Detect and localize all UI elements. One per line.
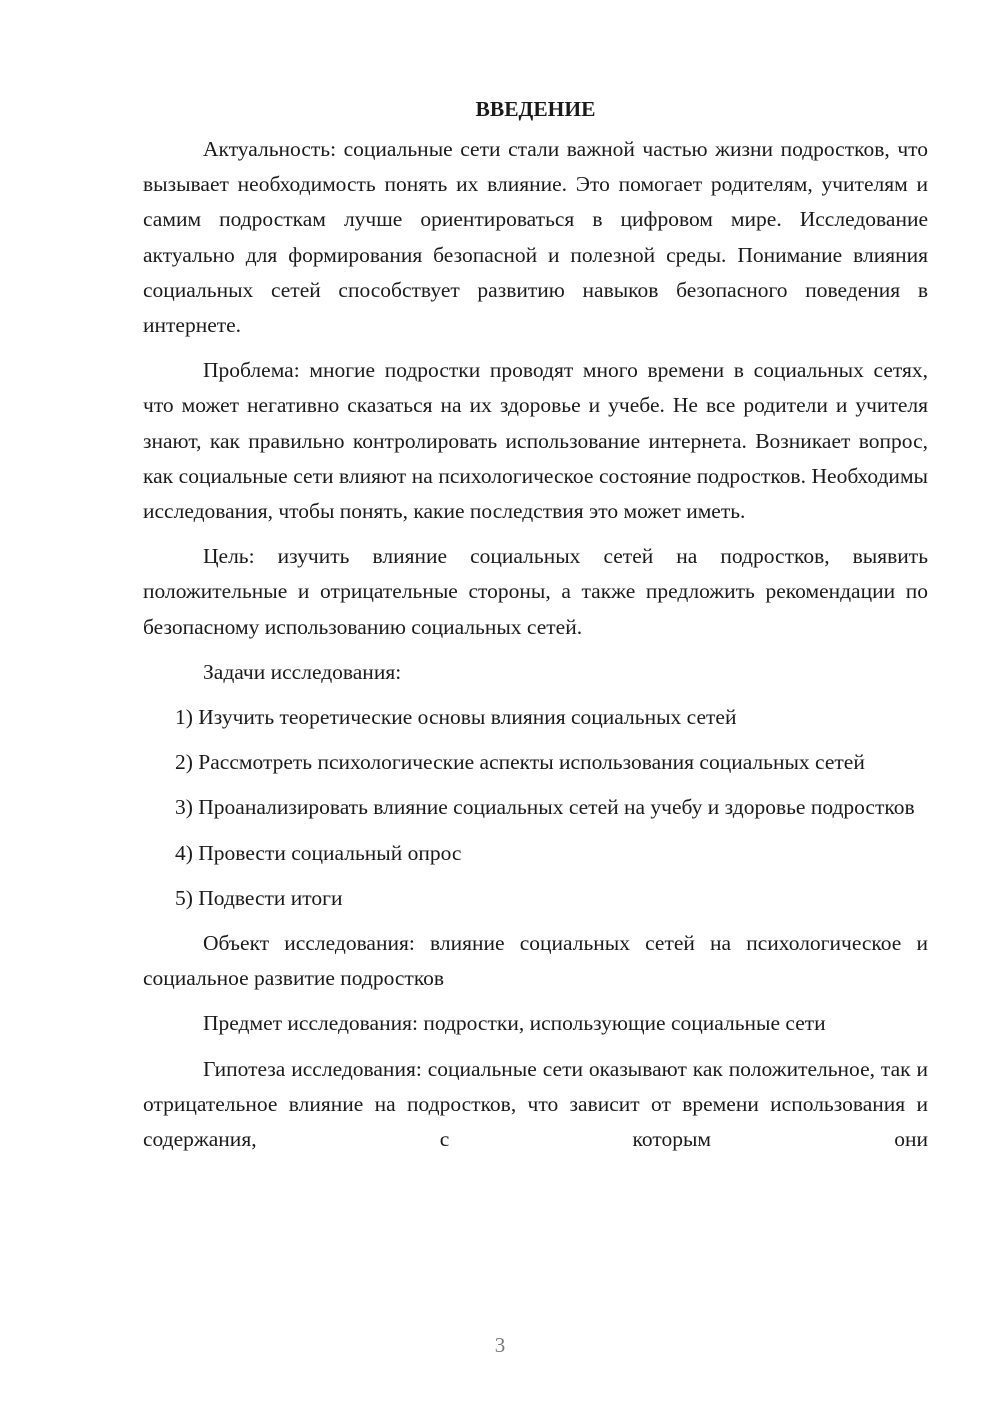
paragraph-goal: Цель: изучить влияние социальных сетей на подростков, выявить положительные и отрицательные стороны, а также предложить рекомендации по безопасному использованию социальных сетей. [143, 544, 928, 639]
list-item: 2) Рассмотреть психологические аспекты использования социальных сетей [175, 750, 865, 775]
paragraph-problem: Проблема: многие подростки проводят много времени в социальных сетях, что может негативно сказаться на их здоровье и учебе. Не все родители и учителя знают, как правильно контролировать использование интернета. Возникает вопрос, как социальные сети влияют на психологическое состояние подростков. Необходимы исследования, чтобы понять, какие последствия это может иметь. [143, 358, 928, 524]
tasks-heading: Задачи исследования: [203, 659, 402, 684]
page-number: 3 [494, 1333, 506, 1357]
paragraph-subject: Предмет исследования: подростки, использующие социальные сети [203, 1011, 826, 1036]
page-title: ВВЕДЕНИЕ [475, 97, 596, 121]
list-item: 5) Подвести итоги [175, 885, 343, 910]
paragraph-relevance: Актуальность: социальные сети стали важной частью жизни подростков, что вызывает необходимость понять их влияние. Это помогает родителям, учителям и самим подросткам лучше ориентироваться в цифровом мире. Исследование актуально для формирования безопасной и полезной среды. Понимание влияния социальных сетей способствует развитию навыков безопасного поведения в интернете. [143, 137, 928, 338]
paragraph-hypothesis: Гипотеза исследования: социальные сети оказывают как положительное, так и отрицательное влияние на подростков, что зависит от времени использования и содержания, с которым они [143, 1056, 928, 1152]
paragraph-object: Объект исследования: влияние социальных сетей на психологическое и социальное развитие подростков [143, 931, 928, 991]
list-item: 1) Изучить теоретические основы влияния социальных сетей [175, 705, 737, 730]
document-page [143, 90, 928, 1167]
list-item: 3) Проанализировать влияние социальных сетей на учебу и здоровье подростков [175, 795, 915, 820]
list-item: 4) Провести социальный опрос [175, 840, 462, 865]
